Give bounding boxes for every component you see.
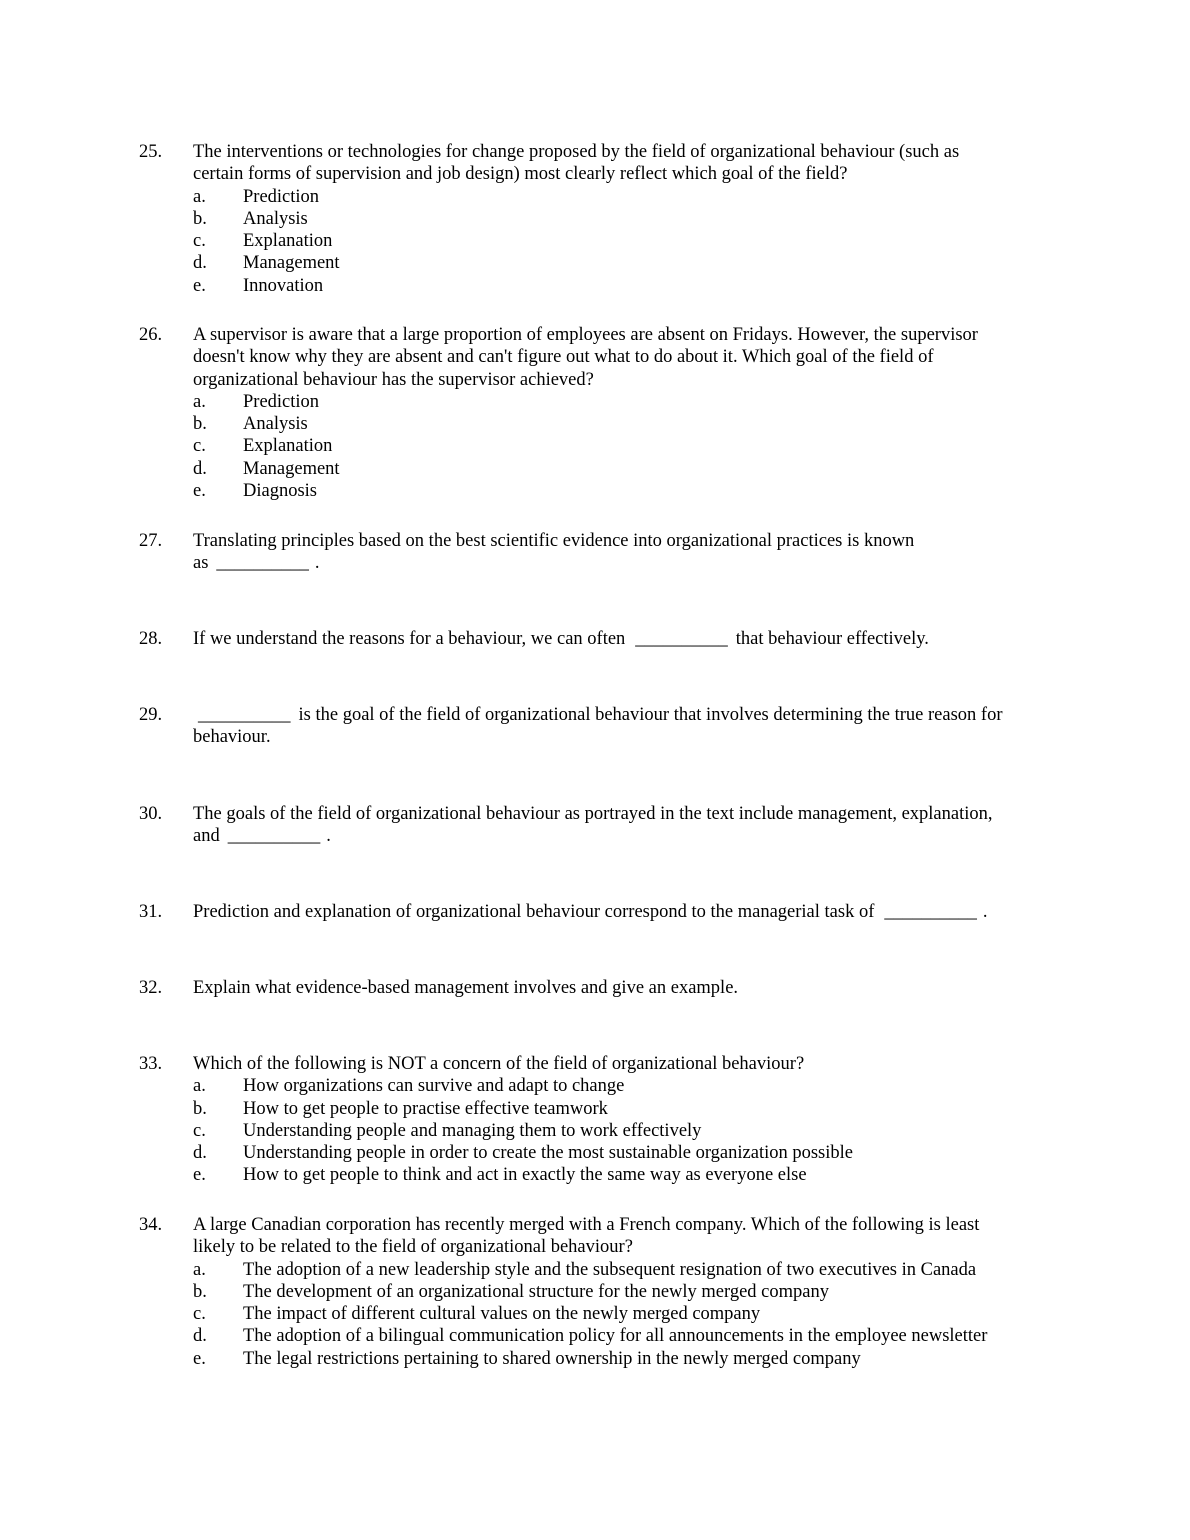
- option-text: Explanation: [243, 436, 333, 457]
- question-number: 29.: [139, 705, 163, 725]
- question-text: [193, 141, 1069, 186]
- text-after-blank: that behaviour effectively.: [735, 629, 929, 649]
- question-number: 26.: [139, 325, 163, 345]
- option-list: [193, 1075, 1069, 1186]
- option-e: [193, 1164, 1069, 1186]
- option-letter: b.: [193, 208, 207, 229]
- option-text: Management: [243, 458, 340, 479]
- option-list: [193, 186, 1069, 297]
- question-text: [193, 704, 1069, 749]
- option-c: [193, 435, 1069, 457]
- question-line: A supervisor is aware that a large proportion of employees are absent on Fridays. However, the supervisor: [193, 325, 978, 345]
- option-c: [193, 1303, 1069, 1325]
- option-letter: e.: [193, 1348, 206, 1369]
- question-text: [193, 324, 1069, 391]
- option-letter: d.: [193, 253, 207, 274]
- option-letter: c.: [193, 1120, 206, 1141]
- question-line: [193, 628, 1069, 650]
- question-number: 34.: [139, 1215, 163, 1235]
- question-31: [139, 901, 1069, 923]
- question-34: [139, 1214, 1069, 1370]
- question-line: [193, 825, 1069, 847]
- option-text: Innovation: [243, 275, 324, 296]
- option-a: [193, 186, 1069, 208]
- option-b: [193, 1098, 1069, 1120]
- question-33: [139, 1053, 1069, 1187]
- option-text: Diagnosis: [243, 481, 317, 502]
- question-number: 31.: [139, 902, 163, 922]
- option-b: [193, 1281, 1069, 1303]
- option-b: [193, 208, 1069, 230]
- option-text: Prediction: [243, 186, 320, 207]
- text-after-blank: .: [314, 553, 320, 574]
- option-letter: b.: [193, 1098, 207, 1119]
- question-number: 33.: [139, 1054, 163, 1074]
- question-27: [139, 530, 1069, 575]
- option-letter: a.: [193, 1076, 206, 1097]
- answer-blank: __________: [884, 902, 977, 922]
- text-before-blank: Prediction and explanation of organizational behaviour correspond to the managerial task of: [193, 902, 875, 922]
- option-letter: b.: [193, 414, 207, 435]
- question-text: [193, 803, 1069, 848]
- question-28: [139, 628, 1069, 650]
- question-line: doesn't know why they are absent and can't figure out what to do about it. Which goal of the field of: [193, 347, 934, 368]
- question-26: [139, 324, 1069, 502]
- question-text: [193, 1214, 1069, 1259]
- option-letter: c.: [193, 1304, 206, 1325]
- option-c: [193, 230, 1069, 252]
- question-line: [193, 704, 1069, 726]
- option-d: [193, 458, 1069, 480]
- option-text: The adoption of a bilingual communication policy for all announcements in the employee newsletter: [243, 1326, 988, 1347]
- text-before-blank: as: [193, 553, 209, 574]
- question-line: Explain what evidence-based management involves and give an example.: [193, 978, 739, 998]
- question-line: Which of the following is NOT a concern of the field of organizational behaviour?: [193, 1054, 805, 1074]
- text-after-blank: is the goal of the field of organizational behaviour that involves determining the true reason for: [298, 705, 1003, 725]
- question-line: Translating principles based on the best scientific evidence into organizational practices is known: [193, 531, 915, 551]
- question-number: 25.: [139, 142, 163, 162]
- question-25: [139, 141, 1069, 297]
- option-text: The development of an organizational structure for the newly merged company: [243, 1281, 829, 1302]
- option-text: Management: [243, 253, 340, 274]
- option-a: [193, 391, 1069, 413]
- option-a: [193, 1075, 1069, 1097]
- question-line: A large Canadian corporation has recently merged with a French company. Which of the following is least: [193, 1215, 980, 1235]
- option-letter: a.: [193, 186, 206, 207]
- option-letter: b.: [193, 1281, 207, 1302]
- option-letter: c.: [193, 231, 206, 252]
- question-number: 28.: [139, 629, 163, 649]
- option-text: Explanation: [243, 231, 333, 252]
- question-29: [139, 704, 1069, 749]
- answer-blank: __________: [216, 553, 309, 574]
- option-d: [193, 1325, 1069, 1347]
- text-before-blank: If we understand the reasons for a behaviour, we can often: [193, 629, 626, 649]
- question-line: [193, 901, 1069, 923]
- text-before-blank: and: [193, 826, 220, 847]
- option-e: [193, 480, 1069, 502]
- question-line: The interventions or technologies for change proposed by the field of organizational behaviour (such as: [193, 142, 960, 162]
- option-c: [193, 1120, 1069, 1142]
- option-text: How to get people to think and act in exactly the same way as everyone else: [243, 1165, 807, 1186]
- option-letter: c.: [193, 436, 206, 457]
- option-text: Understanding people and managing them to work effectively: [243, 1120, 702, 1141]
- option-text: How to get people to practise effective teamwork: [243, 1098, 608, 1119]
- option-letter: d.: [193, 458, 207, 479]
- question-text: [193, 530, 1069, 575]
- option-text: Analysis: [243, 414, 308, 435]
- question-30: [139, 803, 1069, 848]
- option-e: [193, 1348, 1069, 1370]
- option-list: [193, 1259, 1069, 1370]
- question-text: [193, 628, 1069, 650]
- question-number: 27.: [139, 531, 163, 551]
- answer-blank: __________: [198, 705, 291, 725]
- option-e: [193, 275, 1069, 297]
- question-line: likely to be related to the field of organizational behaviour?: [193, 1237, 633, 1258]
- option-text: Prediction: [243, 391, 320, 412]
- option-letter: a.: [193, 1259, 206, 1280]
- option-text: How organizations can survive and adapt to change: [243, 1076, 625, 1097]
- text-after-blank: .: [982, 902, 988, 922]
- question-number: 30.: [139, 804, 163, 824]
- question-text: [193, 977, 1069, 999]
- question-32: [139, 977, 1069, 999]
- text-after-blank: .: [326, 826, 331, 847]
- option-text: Understanding people in order to create the most sustainable organization possible: [243, 1143, 853, 1164]
- option-text: Analysis: [243, 208, 308, 229]
- question-text: [193, 1053, 1069, 1075]
- question-number: 32.: [139, 978, 163, 998]
- option-letter: a.: [193, 391, 206, 412]
- option-b: [193, 413, 1069, 435]
- option-letter: e.: [193, 481, 206, 502]
- option-letter: d.: [193, 1326, 207, 1347]
- option-letter: d.: [193, 1143, 207, 1164]
- option-d: [193, 1142, 1069, 1164]
- question-line: behaviour.: [193, 727, 271, 748]
- question-line: [193, 552, 1069, 574]
- question-text: [193, 901, 1069, 923]
- option-list: [193, 391, 1069, 502]
- question-line: The goals of the field of organizational behaviour as portrayed in the text include management, explanation,: [193, 804, 993, 824]
- answer-blank: __________: [635, 629, 728, 649]
- option-letter: e.: [193, 1165, 206, 1186]
- answer-blank: __________: [227, 826, 321, 847]
- option-d: [193, 252, 1069, 274]
- question-line: certain forms of supervision and job design) most clearly reflect which goal of the field?: [193, 164, 848, 185]
- option-letter: e.: [193, 275, 206, 296]
- option-text: The adoption of a new leadership style and the subsequent resignation of two executives in Canada: [243, 1259, 977, 1280]
- question-line: organizational behaviour has the supervisor achieved?: [193, 369, 594, 390]
- option-a: [193, 1259, 1069, 1281]
- option-text: The impact of different cultural values on the newly merged company: [243, 1304, 761, 1325]
- option-text: The legal restrictions pertaining to shared ownership in the newly merged company: [243, 1348, 861, 1369]
